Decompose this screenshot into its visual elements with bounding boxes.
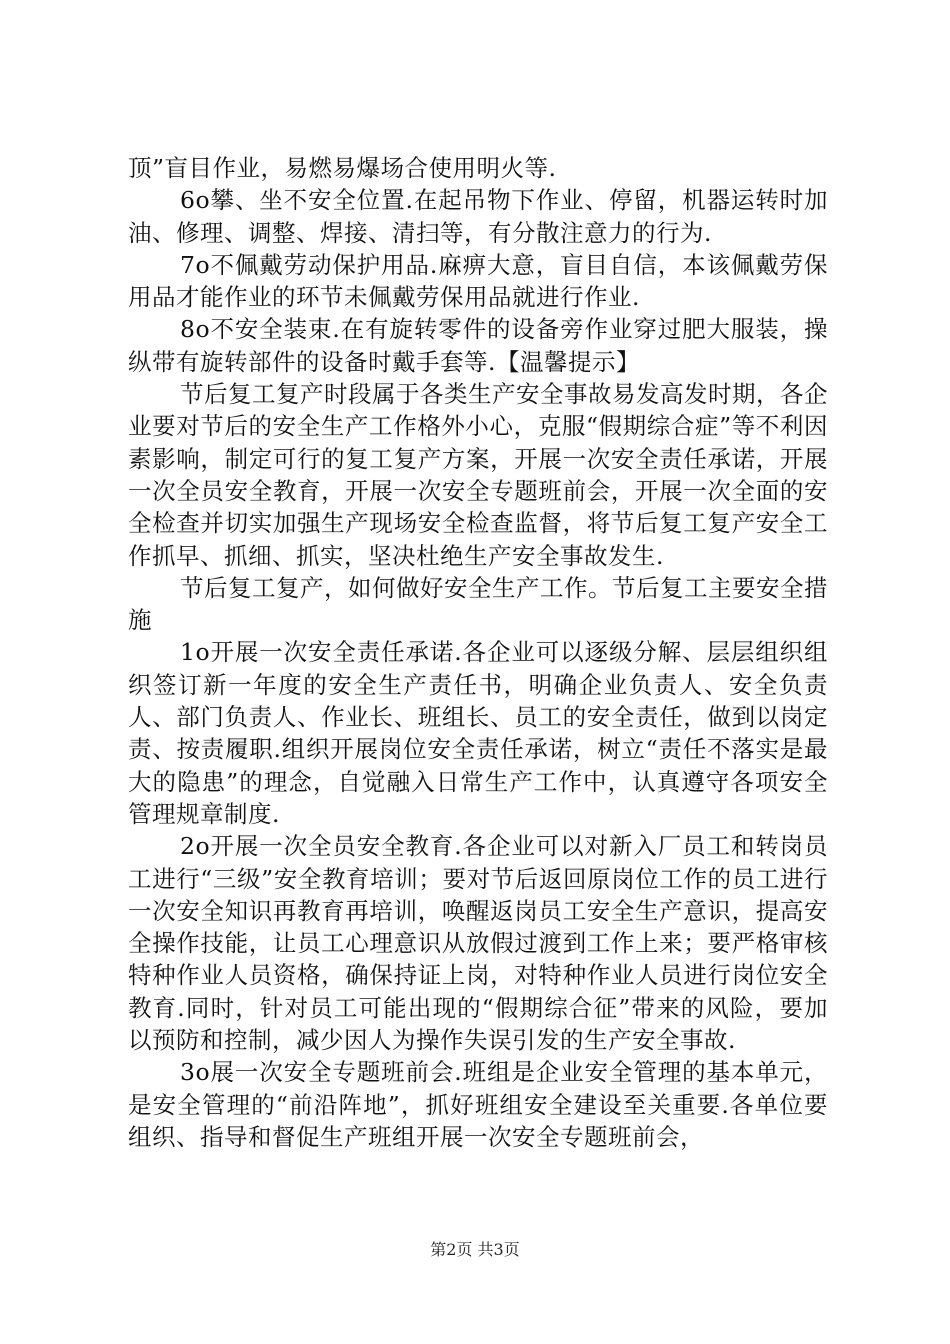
paragraph: 节后复工复产时段属于各类生产安全事故易发高发时期，各企业要对节后的安全生产工作格外小心，克服“假期综合症”等不利因素影响，制定可行的复工复产方案，开展一次安全责任承诺，开展一次全员安全教育，开展一次安全专题班前会，开展一次全面的安全检查并切实加强生产现场安全检查监督，将节后复工复产安全工作抓早、抓细、抓实，坚决杜绝生产安全事故发生. (128, 380, 828, 570)
paragraph: 6o攀、坐不安全位置.在起吊物下作业、停留，机器运转时加油、修理、调整、焊接、清扫等，有分散注意力的行为. (128, 186, 828, 247)
paragraph: 1o开展一次安全责任承诺.各企业可以逐级分解、层层组织组织签订新一年度的安全生产责任书，明确企业负责人、安全负责人、部门负责人、作业长、班组长、员工的安全责任，做到以岗定责、按责履职.组织开展岗位安全责任承诺，树立“责任不落实是最大的隐患”的理念，自觉融入日常生产工作中，认真遵守各项安全管理规章制度. (128, 638, 828, 828)
paragraph: 顶”盲目作业，易燃易爆场合使用明火等. (128, 154, 557, 182)
paragraph: 8o不安全装束.在有旋转零件的设备旁作业穿过肥大服装，操纵带有旋转部件的设备时戴手套等.【温馨提示】 (128, 315, 828, 376)
paragraph: 节后复工复产，如何做好安全生产工作。节后复工主要安全措施 (128, 573, 828, 635)
paragraph: 2o开展一次全员安全教育.各企业可以对新入厂员工和转岗员工进行“三级”安全教育培训；要对节后返回原岗位工作的员工进行一次安全知识再教育再培训，唤醒返岗员工安全生产意识，提高安全操作技能，让员工心理意识从放假过渡到工作上来；要严格审核特种作业人员资格，确保持证上岗，对特种作业人员进行岗位安全教育.同时，针对员工可能出现的“假期综合征”带来的风险，要加以预防和控制，减少因人为操作失误引发的生产安全事故. (128, 832, 828, 1055)
paragraph: 7o不佩戴劳动保护用品.麻痹大意，盲目自信，本该佩戴劳保用品才能作业的环节未佩戴劳保用品就进行作业. (128, 250, 828, 312)
document-body (128, 152, 828, 1153)
page-number-footer: 第2页 共3页 (430, 1240, 520, 1259)
paragraph: 3o展一次安全专题班前会.班组是企业安全管理的基本单元，是安全管理的“前沿阵地”，抓好班组安全建设至关重要.各单位要组织、指导和督促生产班组开展一次安全专题班前会， (128, 1058, 828, 1151)
